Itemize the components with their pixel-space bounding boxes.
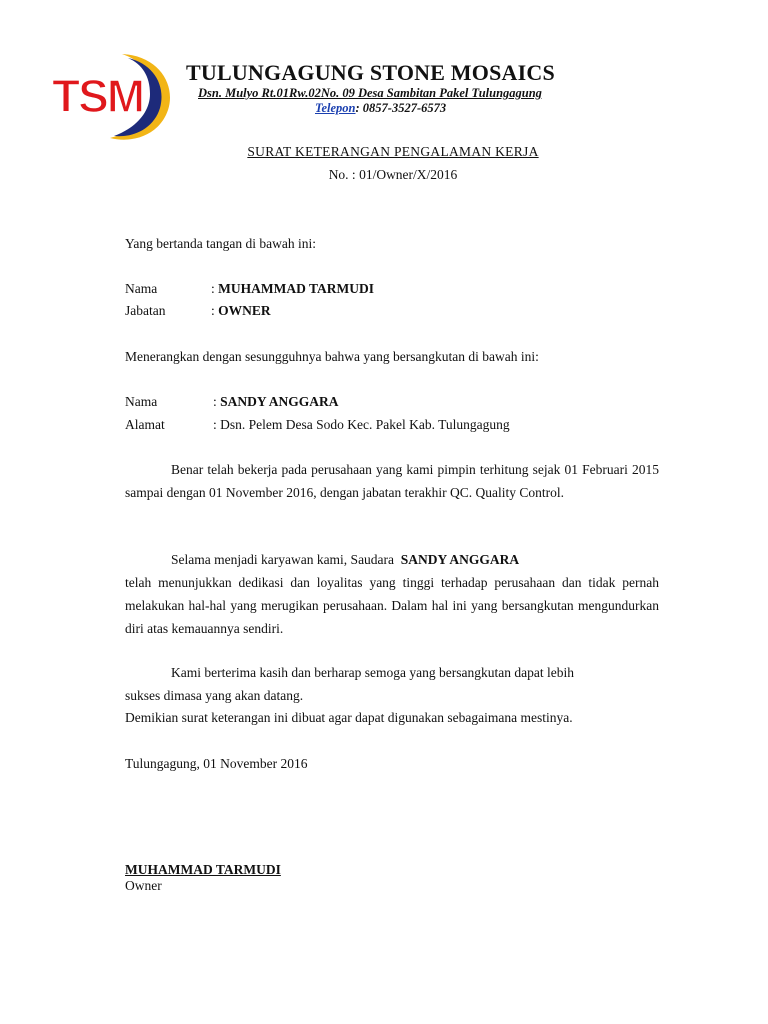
paragraph-dedication-name: SANDY ANGGARA [400, 552, 520, 567]
tsm-logo-graphic [50, 50, 176, 142]
employee-address-value: Dsn. Pelem Desa Sodo Kec. Pakel Kab. Tulungagung [220, 417, 510, 432]
phone-label: Telepon [315, 101, 356, 115]
employee-name-value: SANDY ANGGARA [220, 394, 339, 409]
phone-value: : 0857-3527-6573 [355, 101, 447, 115]
intro-text: Yang bertanda tangan di bawah ini: [125, 236, 316, 251]
company-phone [315, 101, 446, 116]
paragraph-employment [125, 458, 659, 504]
signer-role: Owner [125, 878, 162, 893]
employee-address-row: : Dsn. Pelem Desa Sodo Kec. Pakel Kab. Tulungagung [213, 417, 510, 432]
employee-name-label: Nama [125, 394, 158, 409]
paragraph-dedication [125, 548, 659, 640]
company-address: Dsn. Mulyo Rt.01Rw.02No. 09 Desa Sambitan Pakel Tulungagung [198, 86, 542, 100]
paragraph-thanks-line1: Kami berterima kasih dan berharap semoga yang bersangkutan dapat lebih [171, 665, 574, 680]
place-date: Tulungagung, 01 November 2016 [125, 756, 308, 771]
signer-name: MUHAMMAD TARMUDI [125, 862, 281, 877]
company-name: TULUNGAGUNG STONE MOSAICS [186, 60, 555, 85]
document-title: SURAT KETERANGAN PENGALAMAN KERJA [247, 144, 539, 159]
employee-address-label: Alamat [125, 417, 165, 432]
document-number: No. : 01/Owner/X/2016 [328, 167, 458, 182]
logo-text: TSM [52, 70, 144, 122]
signatory-name-value: MUHAMMAD TARMUDI [218, 281, 374, 296]
signatory-position-value: OWNER [218, 303, 271, 318]
paragraph-employment-text: Benar telah bekerja pada perusahaan yang kami pimpin terhitung sejak 01 Februari 2015 sampai dengan 01 November 2016, dengan jabatan terakhir QC. Quality Control. [125, 462, 659, 500]
signatory-position-label: Jabatan [125, 303, 166, 318]
tsm-logo [50, 50, 176, 142]
signatory-name-label: Nama [125, 281, 158, 296]
paragraph-closing: Demikian surat keterangan ini dibuat agar dapat digunakan sebagaimana mestinya. [125, 710, 573, 725]
paragraph-thanks-line2: sukses dimasa yang akan datang. [125, 688, 304, 703]
signatory-name-row: : MUHAMMAD TARMUDI [211, 281, 374, 296]
signatory-position-row: : OWNER [211, 303, 271, 318]
statement-text: Menerangkan dengan sesungguhnya bahwa yang bersangkutan di bawah ini: [125, 349, 539, 364]
paragraph-dedication-lead: Selama menjadi karyawan kami, Saudara [171, 552, 395, 567]
paragraph-dedication-rest: telah menunjukkan dedikasi dan loyalitas yang tinggi terhadap perusahaan dan tidak pernah melakukan hal-hal yang merugikan perusahaan. Dalam hal ini yang bersangkutan mengundurkan diri atas kemauannya sendiri. [125, 575, 659, 636]
paragraph-dedication-first-line [125, 548, 659, 571]
employee-name-row: : SANDY ANGGARA [213, 394, 339, 409]
